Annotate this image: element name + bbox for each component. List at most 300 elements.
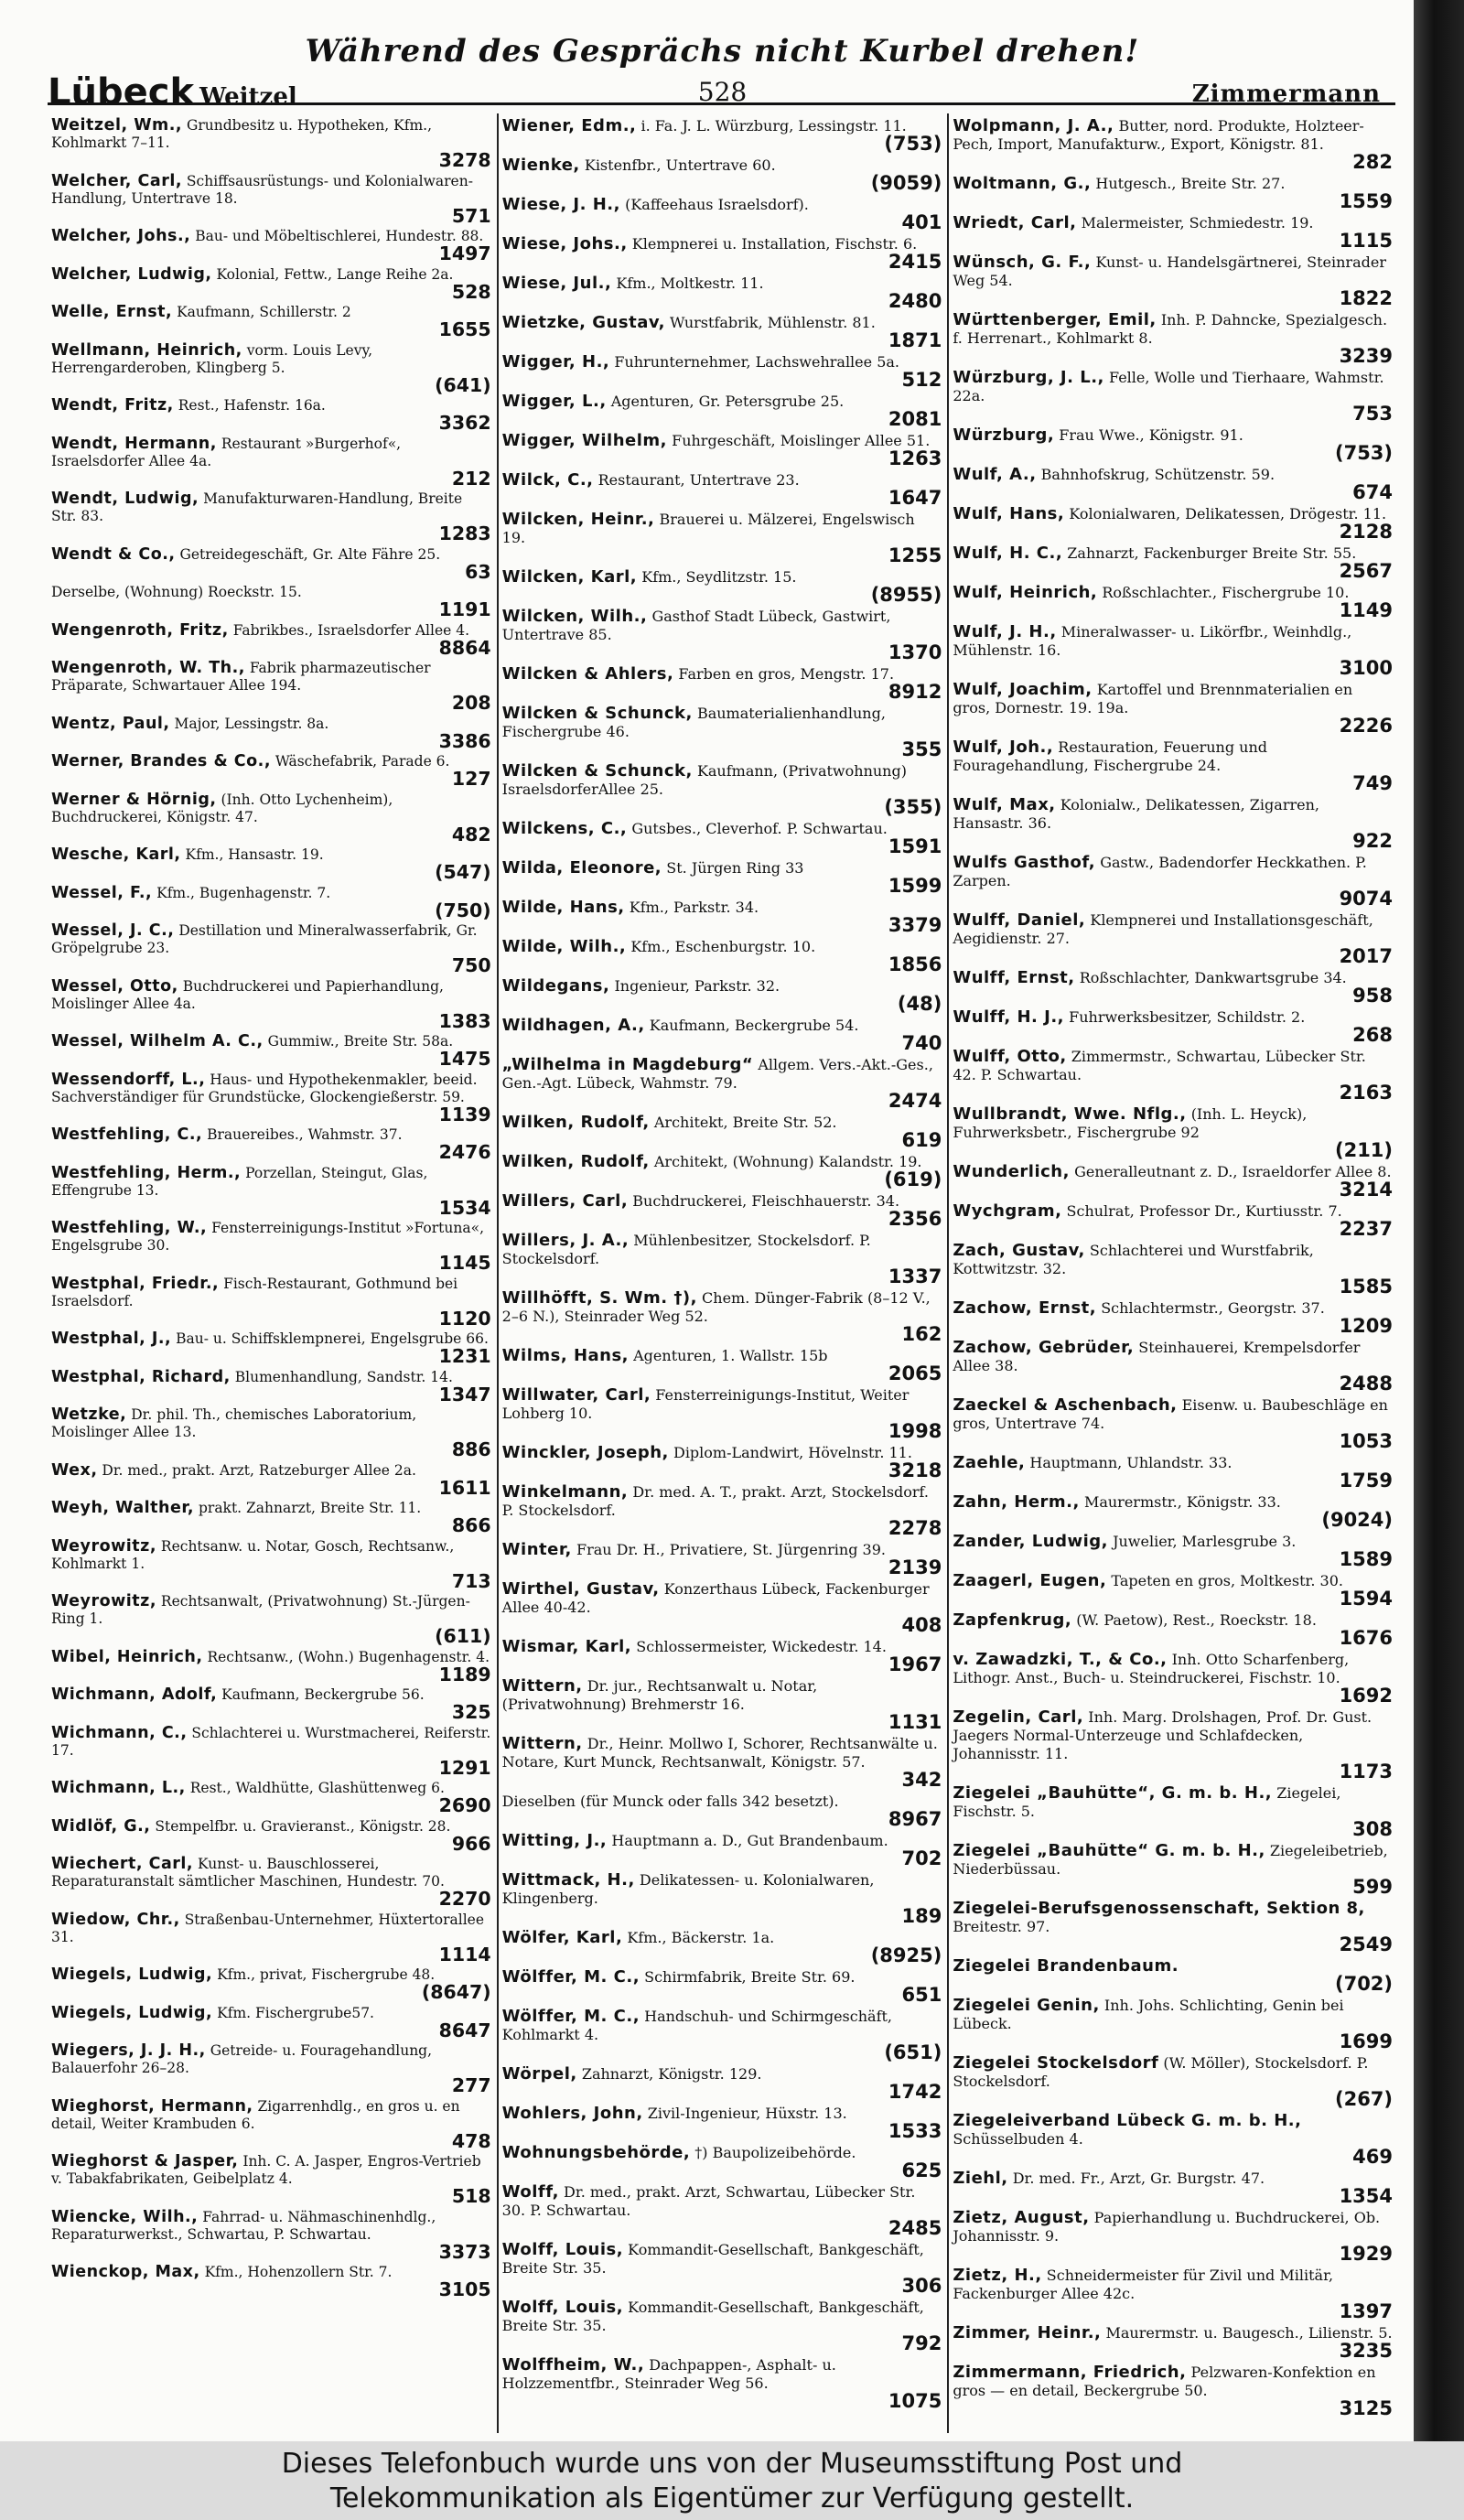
entry-details: Juwelier, Marlesgrube 3. <box>1113 1533 1297 1550</box>
entry-details: Buchdruckerei, Fleischhauerstr. 34. <box>632 1192 900 1210</box>
listing-entry <box>502 705 942 759</box>
entry-name: Wilcken, Wilh., <box>501 607 648 626</box>
entry-details: Ingenieur, Parkstr. 32. <box>614 977 780 995</box>
listing-entry <box>953 1708 1393 1782</box>
entry-name: „Wilhelma in Magdeburg“ <box>501 1055 754 1074</box>
entry-phone-number: 1383 <box>438 1009 491 1032</box>
entry-name: Wunderlich, <box>953 1162 1070 1181</box>
entry-name: Wulff, Otto, <box>953 1047 1067 1066</box>
listing-entry <box>502 568 942 605</box>
entry-phone-number: 651 <box>901 1984 942 2006</box>
listing-entry <box>953 2209 1393 2264</box>
listing-entry <box>51 546 491 582</box>
listing-entry <box>502 2144 942 2181</box>
entry-details: Rechtsanw., (Wohn.) Bugenhagenstr. 4. <box>207 1648 490 1665</box>
listing-entry <box>953 1008 1393 1045</box>
entry-phone-number: 2237 <box>1339 1218 1394 1240</box>
entry-name: Wölffer, M. C., <box>501 1967 640 1987</box>
entry-phone-number: 1053 <box>1339 1430 1394 1452</box>
entry-details: Kfm., Bugenhagenstr. 7. <box>156 884 331 901</box>
entry-details: Zigarrenhdlg., en gros u. en detail, Weiter Krambuden 6. <box>51 2097 460 2132</box>
entry-phone-number: 571 <box>451 204 491 227</box>
entry-name: Wendt, Hermann, <box>51 434 217 453</box>
listing-entry <box>51 117 491 170</box>
entry-details: Kaufmann, Schillerstr. 2 <box>177 304 351 320</box>
listing-entry <box>502 1386 942 1441</box>
entry-phone-number: 2488 <box>1339 1373 1394 1395</box>
entry-phone-number: (619) <box>884 1168 942 1190</box>
entry-phone-number: 518 <box>451 2185 491 2207</box>
entry-details: Wurstfabrik, Mühlenstr. 81. <box>670 314 876 331</box>
entry-details: Kolonialw., Delikatessen, Zigarren, Hansastr. 36. <box>953 796 1319 832</box>
entry-details: Hauptmann a. D., Gut Brandenbaum. <box>611 1832 888 1849</box>
entry-name: Winckler, Joseph, <box>501 1443 669 1462</box>
listing-entry <box>502 1056 942 1111</box>
entry-name: Welcher, Carl, <box>51 171 182 190</box>
listing-entry <box>502 275 942 311</box>
entry-phone-number: 2356 <box>888 1208 942 1230</box>
entry-phone-number: 3214 <box>1339 1179 1394 1201</box>
entry-details: Kommandit-Gesellschaft, Bankgeschäft, Breite Str. 35. <box>501 2241 924 2277</box>
entry-phone-number: 1370 <box>888 641 942 663</box>
listing-entry <box>51 397 491 433</box>
entry-name: Wendt, Ludwig, <box>51 490 199 508</box>
listing-entry <box>51 1165 491 1218</box>
listing-entry <box>953 1533 1393 1569</box>
entry-name: Westphal, Friedr., <box>51 1274 220 1293</box>
entry-name: Wiegels, Ludwig, <box>51 2003 213 2022</box>
entry-details: Fuhrunternehmer, Lachswehrallee 5a. <box>614 353 899 371</box>
entry-details: Major, Lessingstr. 8a. <box>174 715 329 732</box>
entry-name: Welcher, Johs., <box>51 227 191 245</box>
entry-details: Gummiw., Breite Str. 58a. <box>267 1033 454 1050</box>
entry-phone-number: 8912 <box>888 681 942 703</box>
listing-entry <box>502 1017 942 1053</box>
entry-details: Dr. med. Fr., Arzt, Gr. Burgstr. 47. <box>1012 2170 1265 2187</box>
entry-phone-number: 1149 <box>1339 599 1394 621</box>
entry-name: Ziegelei „Bauhütte“ G. m. b. H., <box>953 1841 1265 1860</box>
entry-name: Werner & Hörnig, <box>51 790 217 809</box>
entry-phone-number: (9059) <box>870 172 942 194</box>
entry-name: Wittern, <box>501 1676 583 1696</box>
listing-entry <box>51 1649 491 1685</box>
listing-entry <box>51 1072 491 1125</box>
entry-name: Ziegelei Genin, <box>953 1996 1100 2015</box>
listing-entry <box>51 1818 491 1854</box>
entry-name: Zimmermann, Friedrich, <box>953 2363 1187 2382</box>
entry-name: Wienke, <box>501 156 580 175</box>
listing-entry <box>502 1192 942 1229</box>
entry-phone-number: 1967 <box>888 1653 942 1675</box>
entry-details: Stempelfbr. u. Gravieranst., Königstr. 28. <box>155 1817 451 1835</box>
entry-phone-number: 3373 <box>438 2240 491 2263</box>
listing-entry <box>953 544 1393 581</box>
entry-details: Fisch-Restaurant, Gothmund bei Israelsdorf. <box>51 1275 458 1309</box>
entry-name: Woltmann, G., <box>953 174 1092 193</box>
listing-entry <box>502 2105 942 2141</box>
entry-details: i. Fa. J. L. Würzburg, Lessingstr. 11. <box>640 117 907 135</box>
listing-entry <box>51 2005 491 2041</box>
listing-entry <box>502 1444 942 1481</box>
entry-name: Wünsch, G. F., <box>953 253 1092 272</box>
entry-phone-number: 8967 <box>888 1808 942 1830</box>
listing-entry <box>51 173 491 226</box>
entry-name: Wittmack, H., <box>501 1870 635 1890</box>
entry-phone-number: 1145 <box>438 1252 491 1274</box>
entry-name: Wilde, Wilh., <box>501 937 627 956</box>
entry-name: Wigger, L., <box>501 392 607 411</box>
entry-phone-number: (267) <box>1334 2088 1394 2110</box>
entry-phone-number: 342 <box>901 1769 942 1791</box>
entry-name: Wulff, Ernst, <box>953 968 1075 987</box>
listing-entry <box>51 1462 491 1498</box>
entry-name: Zimmer, Heinr., <box>953 2323 1102 2342</box>
entry-name: Wilcken, Heinr., <box>501 510 655 529</box>
entry-name: Ziegeleiverband Lübeck G. m. b. H., <box>953 2111 1302 2130</box>
entry-name: Wex, <box>51 1460 98 1480</box>
entry-name: Zaeckel & Aschenbach, <box>953 1395 1178 1415</box>
entry-details: (Inh. Otto Lychenheim), Buchdruckerei, Königstr. 47. <box>51 791 393 825</box>
listing-entry <box>51 1500 491 1535</box>
entry-name: Wolff, Louis, <box>501 2240 624 2259</box>
entry-name: Willers, J. A., <box>501 1231 630 1250</box>
listing-entry <box>953 1339 1393 1394</box>
entry-name: Wohnungsbehörde, <box>501 2143 691 2162</box>
entry-details: Maurermstr. u. Baugesch., Lilienstr. 5. <box>1105 2324 1393 2342</box>
entry-name: Wiencke, Wilh., <box>51 2207 199 2226</box>
entry-phone-number: (48) <box>897 993 942 1015</box>
entry-name: Würzburg, <box>953 425 1055 445</box>
listing-entry <box>953 311 1393 366</box>
entry-name: Wychgram, <box>953 1201 1062 1221</box>
entry-details: Schüsselbuden 4. <box>953 2130 1083 2148</box>
entry-phone-number: 512 <box>901 369 942 391</box>
entry-name: Wulf, H. C., <box>953 544 1063 563</box>
listing-entry <box>953 1900 1393 1955</box>
entry-name: Wiegels, Ludwig, <box>51 1965 213 1984</box>
entry-phone-number: 1263 <box>888 447 942 469</box>
entry-name: Wulff, H. J., <box>953 1007 1065 1027</box>
listing-entry <box>953 369 1393 424</box>
listing-entry <box>51 1780 491 1815</box>
entry-details: Gutsbes., Cleverhof. P. Schwartau. <box>631 820 888 837</box>
listing-entry <box>502 1541 942 1578</box>
entry-phone-number: 3386 <box>438 729 491 752</box>
entry-details: Kfm., Hansastr. 19. <box>185 846 324 863</box>
entry-phone-number: (8955) <box>870 584 942 606</box>
listing-entry <box>51 436 491 489</box>
entry-phone-number: 401 <box>901 211 942 233</box>
entry-phone-number: 2549 <box>1339 1933 1394 1955</box>
entry-phone-number: 2128 <box>1339 521 1394 543</box>
entry-phone-number: 1871 <box>888 329 942 351</box>
listing-entry <box>502 196 942 232</box>
entry-phone-number: 3218 <box>888 1459 942 1481</box>
listing-entry <box>953 1299 1393 1336</box>
entry-details: Brauerei u. Mälzerei, Engelswisch 19. <box>501 511 915 546</box>
listing-entry <box>953 1493 1393 1530</box>
entry-name: Wengenroth, Fritz, <box>51 620 229 640</box>
listing-entry <box>953 214 1393 251</box>
entry-details: Porzellan, Steingut, Glas, Effengrube 13. <box>51 1164 428 1199</box>
entry-name: Ziegelei „Bauhütte“, G. m. b. H., <box>953 1783 1273 1803</box>
listing-entry <box>502 899 942 935</box>
entry-name: Wentz, Paul, <box>51 714 170 733</box>
entry-details: (Inh. L. Heyck), Fuhrwerksbetr., Fischergrube 92 <box>953 1105 1308 1141</box>
entry-name: Wigger, H., <box>501 352 610 372</box>
entry-name: Wessel, Otto, <box>51 976 178 996</box>
entry-details: Breitestr. 97. <box>953 1918 1050 1935</box>
listing-entry <box>953 253 1393 308</box>
listing-entry <box>51 1593 491 1646</box>
entry-details: Kunst- u. Handelsgärtnerei, Steinrader Weg 54. <box>953 253 1386 289</box>
entry-name: Zaagerl, Eugen, <box>953 1571 1107 1590</box>
entry-phone-number: 1929 <box>1339 2243 1394 2265</box>
entry-name: Zegelin, Carl, <box>953 1707 1084 1727</box>
entry-phone-number: 3239 <box>1339 345 1394 367</box>
entry-details: Kaufmann, Beckergrube 56. <box>221 1686 425 1703</box>
entry-phone-number: 3100 <box>1339 657 1394 679</box>
header-city: Lübeck <box>48 71 195 113</box>
entry-name: Winter, <box>501 1540 572 1559</box>
entry-phone-number: 2278 <box>888 1517 942 1539</box>
entry-phone-number: 3105 <box>438 2278 491 2300</box>
entry-phone-number: 2485 <box>888 2217 942 2239</box>
entry-details: Kfm., Seydlitzstr. 15. <box>641 568 797 586</box>
listing-entry <box>953 1105 1393 1160</box>
entry-phone-number: 625 <box>901 2159 942 2181</box>
entry-details: Kfm., Bäckerstr. 1a. <box>627 1929 775 1946</box>
entry-phone-number: 2480 <box>888 290 942 312</box>
entry-phone-number: 1115 <box>1339 230 1394 252</box>
entry-name: Westfehling, W., <box>51 1219 208 1237</box>
listing-entry <box>51 1369 491 1405</box>
entry-phone-number: 1139 <box>438 1103 491 1125</box>
listing-columns <box>48 113 1398 2433</box>
entry-phone-number: 2474 <box>888 1090 942 1112</box>
entry-name: Württenberger, Emil, <box>953 310 1157 329</box>
entry-phone-number: 1676 <box>1339 1627 1394 1649</box>
entry-details: Blumenhandlung, Sandstr. 14. <box>234 1368 453 1385</box>
entry-details: Klempnerei u. Installation, Fischstr. 6. <box>631 235 918 253</box>
entry-phone-number: 8864 <box>438 636 491 659</box>
listing-entry <box>953 466 1393 502</box>
entry-name: Weyrowitz, <box>51 1536 156 1556</box>
entry-name: Zietz, H., <box>953 2266 1042 2285</box>
listing-entry <box>502 471 942 508</box>
entry-details: Farben en gros, Mengstr. 17. <box>678 665 895 683</box>
listing-entry <box>953 2267 1393 2321</box>
listing-entry <box>502 1483 942 1538</box>
entry-name: Zachow, Gebrüder, <box>953 1338 1135 1357</box>
listing-entry <box>502 432 942 468</box>
listing-entry <box>51 304 491 339</box>
entry-details: Architekt, (Wohnung) Kalandstr. 19. <box>653 1153 922 1170</box>
entry-phone-number: 1291 <box>438 1756 491 1779</box>
listing-entry <box>502 2299 942 2353</box>
entry-details: Bau- und Möbeltischlerei, Hundestr. 88. <box>195 228 484 244</box>
entry-details: Zahnarzt, Königstr. 129. <box>581 2065 762 2083</box>
entry-details: Schlachterei u. Wurstmacherei, Reiferstr. 17. <box>51 1724 491 1759</box>
entry-phone-number: (702) <box>1334 1973 1394 1995</box>
entry-details: Agenturen, Gr. Petersgrube 25. <box>610 393 845 410</box>
entry-phone-number: 1347 <box>438 1383 491 1405</box>
entry-phone-number: 2690 <box>438 1794 491 1816</box>
entry-name: Wichmann, Adolf, <box>51 1685 218 1704</box>
listing-entry <box>502 608 942 662</box>
entry-name: Wibel, Heinrich, <box>51 1647 203 1666</box>
entry-name: Wietzke, Gustav, <box>501 313 665 332</box>
listing-entry <box>953 1396 1393 1451</box>
listing-entry <box>51 228 491 264</box>
entry-name: Wiese, Jul., <box>501 274 612 293</box>
entry-details: Ziegelei, Fischstr. 5. <box>953 1784 1341 1820</box>
entry-details: St. Jürgen Ring 33 <box>666 859 804 877</box>
entry-phone-number: 2226 <box>1339 715 1394 737</box>
entry-name: Wulf, Hans, <box>953 504 1065 523</box>
entry-phone-number: (211) <box>1334 1139 1394 1161</box>
entry-name: Ziegelei Stockelsdorf <box>953 2053 1159 2073</box>
listing-entry <box>953 796 1393 851</box>
entry-details: Delikatessen- u. Kolonialwaren, Klingenberg. <box>501 1871 875 1907</box>
listing-entry <box>953 426 1393 463</box>
listing-entry <box>502 1968 942 2005</box>
entry-phone-number: 9074 <box>1339 888 1394 910</box>
listing-entry <box>51 846 491 882</box>
entry-name: Wullbrandt, Wwe. Nflg., <box>953 1104 1187 1124</box>
listing-entry <box>502 1793 942 1829</box>
entry-details: vorm. Louis Levy, Herrengarderoben, Klingberg 5. <box>51 341 373 376</box>
entry-phone-number: 1475 <box>438 1048 491 1070</box>
entry-name: Wichmann, C., <box>51 1723 188 1742</box>
entry-name: Zander, Ludwig, <box>953 1532 1108 1551</box>
entry-details: Fensterreinigungs-Institut »Fortuna«, Engelsgrube 30. <box>51 1220 485 1254</box>
header-last-entry: Zimmermann <box>1191 81 1381 108</box>
entry-name: Zapfenkrug, <box>953 1610 1072 1630</box>
entry-phone-number: 212 <box>451 467 491 490</box>
listing-entry <box>953 738 1393 793</box>
entry-details: Destillation und Mineralwasserfabrik, Gr. Gröpelgrube 23. <box>51 922 478 956</box>
listing-column-3 <box>947 113 1398 2433</box>
entry-name: Weitzel, Wm., <box>51 116 183 135</box>
entry-phone-number: (355) <box>884 796 942 818</box>
entry-details: Mühlenbesitzer, Stockelsdorf. P. Stockelsdorf. <box>501 1232 871 1267</box>
entry-phone-number: 482 <box>451 823 491 845</box>
listing-entry <box>51 1912 491 1965</box>
entry-phone-number: (8925) <box>870 1944 942 1966</box>
entry-details: Ziegeleibetrieb, Niederbüssau. <box>953 1842 1388 1878</box>
entry-phone-number: 308 <box>1352 1818 1394 1840</box>
entry-name: Wiese, Johs., <box>501 234 628 253</box>
entry-details: Getreide- u. Fouragehandlung, Balauerfohr 26–28. <box>51 2042 433 2076</box>
entry-details: Fabrikbes., Israelsdorfer Allee 4. <box>232 621 470 639</box>
listing-entry <box>51 1725 491 1778</box>
entry-phone-number: 1699 <box>1339 2030 1394 2052</box>
entry-details: Getreidegeschäft, Gr. Alte Fähre 25. <box>179 545 441 563</box>
entry-name: Winkelmann, <box>501 1482 629 1502</box>
entry-details: Steinhauerei, Krempelsdorfer Allee 38. <box>953 1339 1361 1374</box>
entry-details: Gastw., Badendorfer Heckkathen. P. Zarpen. <box>953 854 1367 889</box>
entry-phone-number: 3362 <box>438 412 491 434</box>
entry-phone-number: 1594 <box>1339 1588 1394 1610</box>
entry-phone-number: 922 <box>1352 830 1394 852</box>
entry-details: Schiffsausrüstungs- und Kolonialwaren-Handlung, Untertrave 18. <box>51 172 473 207</box>
entry-details: Dachpappen-, Asphalt- u. Holzzementfbr., Steinrader Weg 56. <box>501 2356 836 2392</box>
entry-name: Wilck, C., <box>501 470 594 490</box>
entry-details: Papierhandlung u. Buchdruckerei, Ob. Johannisstr. 9. <box>953 2209 1381 2245</box>
listing-entry <box>51 1966 491 2002</box>
entry-phone-number: 1397 <box>1339 2300 1394 2322</box>
listing-entry <box>502 2008 942 2062</box>
entry-phone-number: 1611 <box>438 1476 491 1499</box>
entry-name: Wulf, Joachim, <box>953 680 1093 699</box>
entry-name: Wismar, Karl, <box>501 1637 632 1656</box>
entry-name: Wohlers, John, <box>501 2104 643 2123</box>
entry-phone-number: 2476 <box>438 1141 491 1163</box>
entry-details: †) Baupolizeibehörde. <box>694 2144 856 2161</box>
listing-entry <box>502 1677 942 1732</box>
entry-details: Generalleutnant z. D., Israeldorfer Allee 8. <box>1074 1163 1392 1180</box>
entry-name: Wessel, Wilhelm A. C., <box>51 1032 264 1050</box>
listing-entry <box>953 175 1393 211</box>
book-spine <box>1414 0 1464 2441</box>
entry-details: Fahrrad- u. Nähmaschinenhdlg., Reparaturwerkst., Schwartau, P. Schwartau. <box>51 2208 436 2243</box>
entry-name: Wessel, F., <box>51 883 153 902</box>
entry-name: Wilcken, Karl, <box>501 567 638 587</box>
entry-name: Wilken, Rudolf, <box>501 1152 650 1171</box>
listing-entry <box>502 1580 942 1635</box>
entry-name: Wendt & Co., <box>51 544 176 564</box>
entry-details: Schirmfabrik, Breite Str. 69. <box>644 1968 856 1986</box>
entry-phone-number: 2415 <box>888 251 942 273</box>
entry-details: Bau- u. Schiffsklempnerei, Engelsgrube 66. <box>176 1330 489 1347</box>
entry-details: Kaufmann, Beckergrube 54. <box>649 1017 859 1034</box>
entry-details: Diplom-Landwirt, Hövelnstr. 11. <box>673 1444 912 1461</box>
entry-name: Wessel, J. C., <box>51 921 175 940</box>
listing-entry <box>502 1638 942 1675</box>
listing-entry <box>953 1784 1393 1839</box>
listing-entry <box>953 911 1393 966</box>
listing-entry <box>502 1153 942 1190</box>
listing-entry <box>953 1651 1393 1706</box>
listing-entry <box>953 117 1393 172</box>
listing-entry <box>953 1957 1393 1994</box>
entry-name: Wulf, Max, <box>953 795 1056 814</box>
entry-phone-number: 1337 <box>888 1265 942 1287</box>
listing-entry <box>502 2356 942 2411</box>
entry-details: Kunst- u. Bauschlosserei, Reparaturanstalt sämtlicher Maschinen, Hundestr. 70. <box>51 1856 445 1890</box>
entry-name: v. Zawadzki, T., & Co., <box>953 1650 1168 1669</box>
entry-phone-number: 2270 <box>438 1888 491 1910</box>
entry-name: Wölfer, Karl, <box>501 1928 623 1947</box>
entry-name: Wulf, Heinrich, <box>953 583 1098 602</box>
listing-entry <box>51 1126 491 1162</box>
entry-phone-number: 886 <box>451 1438 491 1460</box>
entry-details: Schlachtermstr., Georgstr. 37. <box>1101 1299 1325 1317</box>
entry-name: Ziegelei Brandenbaum. <box>953 1956 1179 1976</box>
entry-details: Kartoffel und Brennmaterialien en gros, Dornestr. 19. 19a. <box>953 681 1353 716</box>
entry-name: Wichmann, L., <box>51 1779 186 1797</box>
entry-phone-number: 1692 <box>1339 1685 1394 1707</box>
entry-name: Wulf, A., <box>953 465 1037 484</box>
entry-phone-number: 1173 <box>1339 1761 1394 1782</box>
entry-name: Wilda, Eleonore, <box>501 858 662 878</box>
entry-phone-number: 1209 <box>1339 1315 1394 1337</box>
entry-details: (Kaffeehaus Israelsdorf). <box>625 196 809 213</box>
listing-entry <box>502 665 942 702</box>
entry-details: Butter, nord. Produkte, Holzteer-Pech, Import, Manufakturw., Export, Königstr. 81. <box>953 117 1364 153</box>
entry-name: Wessendorff, L., <box>51 1070 206 1089</box>
